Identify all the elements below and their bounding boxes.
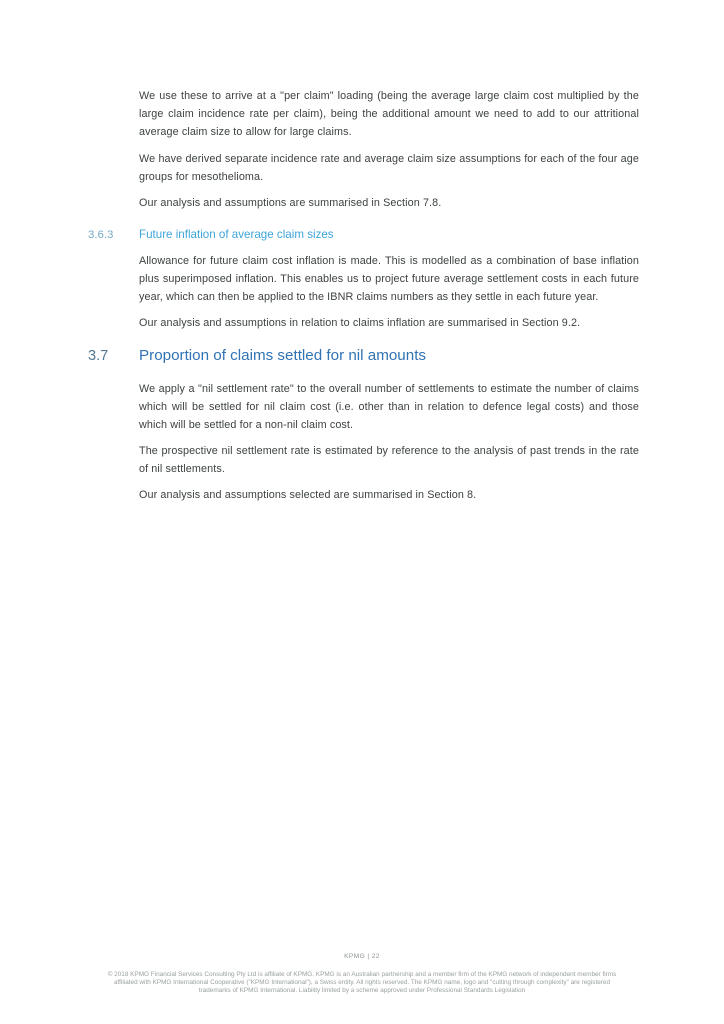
footer-legal-disclaimer — [57, 971, 667, 996]
section-heading-3-6-3 — [88, 227, 639, 243]
body-paragraph: We use these to arrive at a "per claim" loading (being the average large claim cost multiplied by the large claim incidence rate per claim), being the additional amount we need to add to our attritional average claim size to allow for large claims. — [139, 90, 639, 138]
body-paragraph: We apply a "nil settlement rate" to the overall number of settlements to estimate the number of claims which will be settled for nil claim cost (i.e. other than in relation to defence legal costs) and those which will be settled for a non-nil claim cost. — [139, 383, 639, 431]
footer-legal-line: affiliated with KPMG International Cooperative ("KPMG International"), a Swiss entity. All rights reserved. The KPMG name, logo and "cutting through complexity" are registered — [113, 979, 611, 987]
body-paragraph: Our analysis and assumptions in relation to claims inflation are summarised in Section 9.2. — [139, 317, 581, 329]
section-number: 3.7 — [88, 348, 109, 364]
section-number: 3.6.3 — [88, 229, 114, 241]
section-title: Proportion of claims settled for nil amounts — [139, 347, 427, 364]
section-title: Future inflation of average claim sizes — [139, 228, 334, 241]
footer-legal-line: trademarks of KPMG International. Liability limited by a scheme approved under Professional Standards Legislation — [198, 987, 526, 995]
body-paragraph: Our analysis and assumptions selected are summarised in Section 8. — [139, 489, 477, 501]
footer-page-number: KPMG | 22 — [344, 953, 380, 960]
body-paragraph: Allowance for future claim cost inflation is made. This is modelled as a combination of base inflation plus superimposed inflation. This enables us to project future average settlement costs in each future year, which can then be applied to the IBNR claims numbers as they settle in each future year. — [139, 255, 639, 303]
page-content — [88, 87, 639, 512]
body-paragraph: Our analysis and assumptions are summarised in Section 7.8. — [139, 197, 442, 209]
body-paragraph: The prospective nil settlement rate is estimated by reference to the analysis of past trends in the rate of nil settlements. — [139, 445, 639, 475]
footer-legal-line: © 2018 KPMG Financial Services Consulting Pty Ltd is affiliate of KPMG. KPMG is an Australian partnership and a member firm of the KPMG network of independent member firms — [107, 971, 617, 978]
body-paragraph: We have derived separate incidence rate and average claim size assumptions for each of the four age groups for mesothelioma. — [139, 153, 639, 183]
section-heading-3-7 — [88, 346, 639, 366]
